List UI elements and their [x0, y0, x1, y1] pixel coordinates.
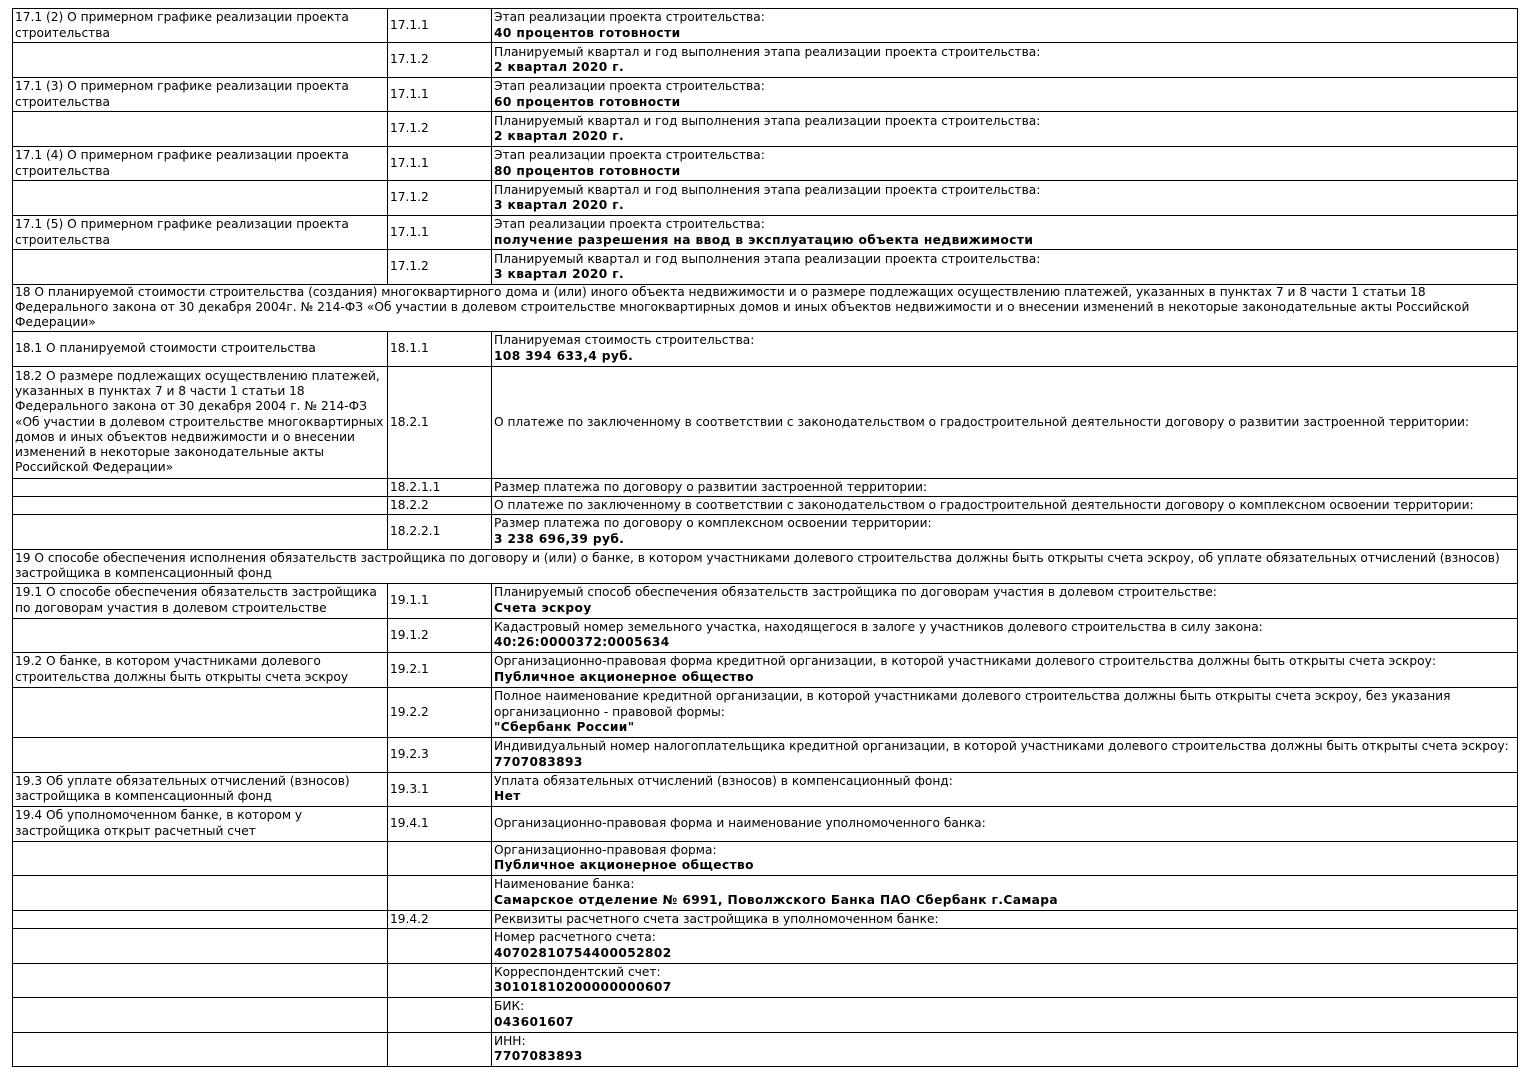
item-number-cell: 18.2.2.1 [388, 514, 492, 549]
item-label: Этап реализации проекта строительства: [494, 79, 765, 94]
item-content-cell [492, 963, 1518, 997]
item-value: 40702810754400052802 [494, 945, 672, 960]
section-header-row [13, 549, 1518, 583]
item-number-cell: 19.1.2 [388, 618, 492, 652]
item-value: 043601607 [494, 1014, 574, 1029]
table-row [13, 216, 1518, 250]
table-row [13, 806, 1518, 841]
item-label: Планируемый квартал и год выполнения этапа реализации проекта строительства: [494, 182, 1041, 197]
disclosure-table [12, 8, 1518, 1067]
item-number-cell [388, 875, 492, 910]
item-content-cell [492, 772, 1518, 806]
item-label: Наименование банка: [494, 877, 635, 892]
table-row [13, 687, 1518, 737]
item-content-cell [492, 737, 1518, 772]
item-value: 108 394 633,4 руб. [494, 348, 634, 363]
item-label: Уплата обязательных отчислений (взносов) в компенсационный фонд: [494, 773, 953, 788]
section-title-cell: 17.1 (2) О примерном графике реализации проекта строительства [13, 9, 388, 43]
section-title-cell [13, 928, 388, 963]
item-value: 7707083893 [494, 754, 583, 769]
item-content-cell [492, 78, 1518, 112]
item-content-cell [492, 618, 1518, 652]
table-row [13, 478, 1518, 496]
item-value: 30101810200000000607 [494, 980, 672, 995]
table-row [13, 618, 1518, 652]
item-value: Публичное акционерное общество [494, 858, 754, 873]
item-label: Номер расчетного счета: [494, 930, 656, 945]
section-title-cell: 19.4 Об уполномоченном банке, в котором у застройщика открыт расчетный счет [13, 806, 388, 841]
item-number-cell: 19.4.1 [388, 806, 492, 841]
section-title-cell [13, 910, 388, 928]
item-number-cell: 17.1.2 [388, 250, 492, 285]
section-title-cell: 19.1 О способе обеспечения обязательств застройщика по договорам участия в долевом строительстве [13, 583, 388, 618]
item-value: 2 квартал 2020 г. [494, 60, 625, 74]
item-label: Планируемый способ обеспечения обязательств застройщика по договорам участия в долевом строительстве: [494, 585, 1217, 600]
item-label: Планируемый квартал и год выполнения этапа реализации проекта строительства: [494, 44, 1041, 59]
section-title-cell: 17.1 (5) О примерном графике реализации проекта строительства [13, 216, 388, 250]
table-row [13, 9, 1518, 43]
table-row [13, 43, 1518, 78]
item-number-cell: 19.2.2 [388, 687, 492, 737]
item-value: "Сбербанк России" [494, 719, 635, 734]
item-value: 3 238 696,39 руб. [494, 531, 625, 546]
section-title-cell [13, 841, 388, 875]
item-content-cell [492, 841, 1518, 875]
item-content-cell [492, 478, 1518, 496]
section-title-cell [13, 687, 388, 737]
table-body [13, 9, 1518, 1067]
item-value: 7707083893 [494, 1049, 583, 1064]
item-content-cell [492, 250, 1518, 285]
item-label: Планируемая стоимость строительства: [494, 333, 755, 348]
item-content-cell [492, 687, 1518, 737]
item-value: 80 процентов готовности [494, 163, 681, 178]
item-number-cell: 19.2.1 [388, 652, 492, 687]
item-number-cell: 19.2.3 [388, 737, 492, 772]
item-number-cell: 17.1.1 [388, 9, 492, 43]
item-content-cell [492, 997, 1518, 1032]
item-content-cell [492, 583, 1518, 618]
item-content-cell [492, 514, 1518, 549]
table-row [13, 496, 1518, 514]
item-number-cell: 18.2.1.1 [388, 478, 492, 496]
item-number-cell [388, 1032, 492, 1066]
item-value: Счета эскроу [494, 600, 592, 615]
item-content-cell [492, 910, 1518, 928]
section-title-cell [13, 737, 388, 772]
item-number-cell: 19.3.1 [388, 772, 492, 806]
table-row [13, 910, 1518, 928]
item-label: Индивидуальный номер налогоплательщика кредитной организации, в которой участниками долевого строительства должны быть открыты счета эскроу: [494, 739, 1509, 754]
table-row [13, 331, 1518, 366]
item-content-cell [492, 875, 1518, 910]
item-content-cell [492, 1032, 1518, 1066]
item-label: ИНН: [494, 1033, 526, 1048]
item-content-cell [492, 147, 1518, 181]
item-label: О платеже по заключенному в соответствии с законодательством о градостроительной деятельности договору о комплексном освоении территории: [494, 497, 1474, 512]
item-content-cell [492, 9, 1518, 43]
item-content-cell [492, 366, 1518, 478]
item-label: БИК: [494, 999, 525, 1014]
table-row [13, 963, 1518, 997]
item-value: Самарское отделение № 6991, Поволжского Банка ПАО Сбербанк г.Самара [494, 892, 1059, 907]
item-content-cell [492, 181, 1518, 216]
item-value: 2 квартал 2020 г. [494, 129, 625, 143]
item-label: Организационно-правовая форма и наименование уполномоченного банка: [494, 816, 986, 830]
table-row [13, 652, 1518, 687]
section-title-cell [13, 112, 388, 147]
item-content-cell [492, 216, 1518, 250]
item-content-cell [492, 806, 1518, 841]
section-title-cell: 19.3 Об уплате обязательных отчислений (взносов) застройщика в компенсационный фонд [13, 772, 388, 806]
item-label: Этап реализации проекта строительства: [494, 217, 765, 232]
item-content-cell [492, 652, 1518, 687]
item-value: получение разрешения на ввод в эксплуатацию объекта недвижимости [494, 232, 1034, 247]
item-number-cell: 17.1.1 [388, 147, 492, 181]
item-number-cell: 17.1.1 [388, 78, 492, 112]
section-title-cell: 18.2 О размере подлежащих осуществлению платежей, указанных в пунктах 7 и 8 части 1 статьи 18 Федерального закона от 30 декабря 2004 г. № 214-ФЗ «Об участии в долевом строительстве многоквартирных домов и иных объектов недвижимости и о внесении изменений в некоторые законодательные акты Российской Федерации» [13, 366, 388, 478]
item-number-cell: 17.1.2 [388, 181, 492, 216]
section-title-cell: 17.1 (4) О примерном графике реализации проекта строительства [13, 147, 388, 181]
item-value: 60 процентов готовности [494, 94, 681, 109]
item-label: Организационно-правовая форма: [494, 842, 717, 857]
section-title-cell [13, 1032, 388, 1066]
item-label: Кадастровый номер земельного участка, находящегося в залоге у участников долевого строительства в силу закона: [494, 619, 1263, 634]
table-row [13, 78, 1518, 112]
item-value: Нет [494, 789, 521, 804]
table-row [13, 250, 1518, 285]
item-number-cell [388, 841, 492, 875]
section-header: 18 О планируемой стоимости строительства (создания) многоквартирного дома и (или) иного объекта недвижимости и о размере подлежащих осуществлению платежей, указанных в пунктах 7 и 8 части 1 статьи 18 Федерального закона от 30 декабря 2004г. № 214-ФЗ «Об участии в долевом строительстве многоквартирных домов и иных объектов недвижимости и о внесении изменений в некоторые законодательные акты Российской Федерации» [13, 285, 1518, 332]
item-number-cell: 17.1.2 [388, 112, 492, 147]
section-title-cell [13, 181, 388, 216]
table-row [13, 366, 1518, 478]
section-header: 19 О способе обеспечения исполнения обязательств застройщика по договору и (или) о банке, в котором участниками долевого строительства должны быть открыты счета эскроу, об уплате обязательных отчислений (взносов) застройщика в компенсационный фонд [13, 549, 1518, 583]
table-row [13, 181, 1518, 216]
item-label: Размер платежа по договору о комплексном освоении территории: [494, 516, 932, 531]
item-label: Полное наименование кредитной организации, в которой участниками долевого строительства должны быть открыты счета эскроу, без указания организационно - правовой формы: [494, 689, 1451, 719]
item-number-cell: 19.1.1 [388, 583, 492, 618]
section-title-cell [13, 875, 388, 910]
item-label: Планируемый квартал и год выполнения этапа реализации проекта строительства: [494, 113, 1041, 128]
item-content-cell [492, 43, 1518, 78]
item-number-cell [388, 928, 492, 963]
table-row [13, 112, 1518, 147]
section-title-cell [13, 963, 388, 997]
item-content-cell [492, 496, 1518, 514]
section-header-row [13, 285, 1518, 332]
item-value: 3 квартал 2020 г. [494, 267, 625, 281]
item-number-cell [388, 997, 492, 1032]
item-number-cell: 17.1.1 [388, 216, 492, 250]
item-value: 3 квартал 2020 г. [494, 198, 625, 212]
item-label: О платеже по заключенному в соответствии с законодательством о градостроительной деятельности договору о развитии застроенной территории: [494, 414, 1470, 429]
item-number-cell: 18.2.2 [388, 496, 492, 514]
item-value: 40 процентов готовности [494, 25, 681, 40]
item-label: Размер платежа по договору о развитии застроенной территории: [494, 479, 928, 494]
item-label: Этап реализации проекта строительства: [494, 10, 765, 25]
table-row [13, 841, 1518, 875]
section-title-cell [13, 250, 388, 285]
section-title-cell [13, 618, 388, 652]
item-number-cell: 18.1.1 [388, 331, 492, 366]
item-number-cell [388, 963, 492, 997]
item-label: Планируемый квартал и год выполнения этапа реализации проекта строительства: [494, 251, 1041, 266]
table-row [13, 997, 1518, 1032]
section-title-cell [13, 514, 388, 549]
item-content-cell [492, 112, 1518, 147]
item-label: Реквизиты расчетного счета застройщика в уполномоченном банке: [494, 911, 939, 926]
table-row [13, 583, 1518, 618]
section-title-cell: 17.1 (3) О примерном графике реализации проекта строительства [13, 78, 388, 112]
item-label: Организационно-правовая форма кредитной организации, в которой участниками долевого строительства должны быть открыты счета эскроу: [494, 654, 1436, 669]
section-title-cell [13, 43, 388, 78]
item-number-cell: 18.2.1 [388, 366, 492, 478]
table-row [13, 875, 1518, 910]
section-title-cell: 19.2 О банке, в котором участниками долевого строительства должны быть открыты счета эскроу [13, 652, 388, 687]
section-title-cell [13, 478, 388, 496]
item-value: 40:26:0000372:0005634 [494, 635, 670, 650]
section-title-cell [13, 997, 388, 1032]
table-row [13, 737, 1518, 772]
item-value: Публичное акционерное общество [494, 669, 754, 684]
table-row [13, 772, 1518, 806]
item-number-cell: 19.4.2 [388, 910, 492, 928]
item-label: Корреспондентский счет: [494, 964, 661, 979]
item-label: Этап реализации проекта строительства: [494, 148, 765, 163]
table-row [13, 514, 1518, 549]
table-row [13, 928, 1518, 963]
item-number-cell: 17.1.2 [388, 43, 492, 78]
section-title-cell [13, 496, 388, 514]
item-content-cell [492, 331, 1518, 366]
table-row [13, 147, 1518, 181]
section-title-cell: 18.1 О планируемой стоимости строительства [13, 331, 388, 366]
table-row [13, 1032, 1518, 1066]
item-content-cell [492, 928, 1518, 963]
